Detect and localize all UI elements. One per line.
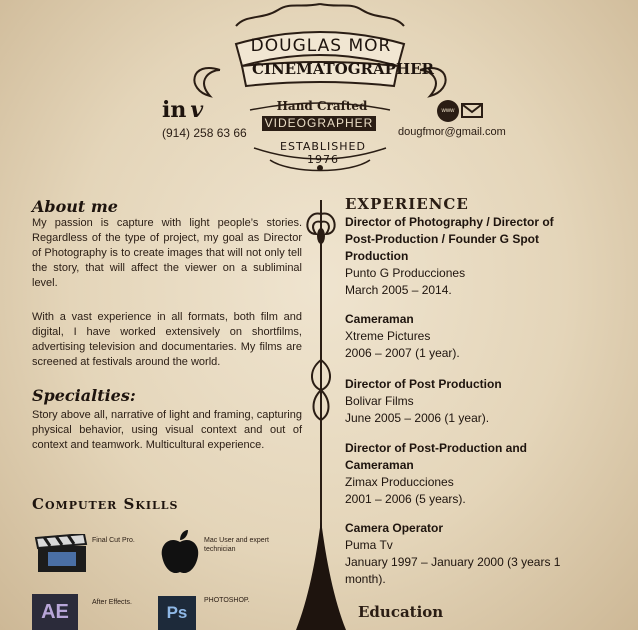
about-paragraph-2: With a vast experience in all formats, both film and digital, I have worked extensively on shortfilms, advertising television and documentaries. My films are screened at festivals around the world. bbox=[32, 311, 302, 368]
after-effects-icon: AE bbox=[32, 594, 78, 630]
email-address[interactable]: dougfmor@gmail.com bbox=[398, 126, 506, 138]
job-company: Zimax Producciones bbox=[345, 475, 454, 489]
job-role: Director of Photography / Director of Post-Production / Founder G Spot Production bbox=[345, 215, 554, 263]
job-entry bbox=[345, 440, 570, 508]
job-entry bbox=[345, 376, 570, 427]
specialties-heading: Specialties: bbox=[32, 386, 136, 405]
job-dates: 2001 – 2006 (5 years). bbox=[345, 492, 466, 506]
established-label: ESTABLISHED 1976 bbox=[280, 140, 366, 166]
job-role: Camera Operator bbox=[345, 521, 444, 535]
name-banner: DOUGLAS MOR bbox=[250, 36, 392, 56]
job-role: Director of Post-Production and Cameraman bbox=[345, 441, 528, 472]
videographer-label: VIDEOGRAPHER bbox=[262, 116, 376, 131]
after-effects-label: After Effects. bbox=[92, 599, 132, 606]
job-role: Director of Post Production bbox=[345, 377, 502, 391]
job-company: Punto G Producciones bbox=[345, 266, 466, 280]
about-paragraph-1: My passion is capture with light people’s stories. Regardless of the type of project, my goal as Director of Photography is to create images that will not only tell the story, that will affect the viewer on a subliminal level. bbox=[32, 217, 302, 289]
job-dates: 2006 – 2007 (1 year). bbox=[345, 346, 460, 360]
final-cut-pro-icon bbox=[34, 534, 92, 576]
job-entry bbox=[345, 520, 570, 588]
photoshop-icon: Ps bbox=[158, 596, 196, 630]
mail-icon[interactable] bbox=[461, 103, 483, 118]
job-dates: January 1997 – January 2000 (3 years 1 month). bbox=[345, 555, 561, 586]
social-links bbox=[162, 97, 207, 123]
linkedin-icon[interactable]: in bbox=[162, 97, 187, 123]
website-icon[interactable]: www bbox=[437, 100, 459, 122]
job-dates: March 2005 – 2014. bbox=[345, 283, 452, 297]
apple-icon bbox=[160, 528, 200, 576]
job-company: Xtreme Pictures bbox=[345, 329, 431, 343]
job-dates: June 2005 – 2006 (1 year). bbox=[345, 411, 490, 425]
job-role: Cameraman bbox=[345, 312, 414, 326]
final-cut-pro-label: Final Cut Pro. bbox=[92, 537, 135, 544]
mac-user-label: Mac User and expert technician bbox=[204, 537, 269, 553]
about-heading: About me bbox=[32, 197, 118, 216]
job-company: Bolivar Films bbox=[345, 394, 414, 408]
job-company: Puma Tv bbox=[345, 538, 393, 552]
phone-number: (914) 258 63 66 bbox=[162, 126, 247, 140]
hand-crafted-label: Hand Crafted bbox=[276, 99, 368, 113]
center-divider-ornament bbox=[296, 200, 346, 630]
experience-heading: EXPERIENCE bbox=[345, 195, 469, 213]
title-banner: CINEMATOGRAPHER bbox=[252, 60, 435, 78]
education-heading: Education bbox=[358, 603, 444, 621]
job-entry bbox=[345, 311, 570, 362]
computer-skills-heading: Computer Skills bbox=[32, 495, 179, 513]
job-entry bbox=[345, 214, 570, 299]
photoshop-label: PHOTOSHOP. bbox=[204, 597, 250, 604]
vimeo-icon[interactable]: v bbox=[190, 97, 204, 123]
specialties-text: Story above all, narrative of light and framing, capturing physical behavior, using visual context and out of context and teamwork. Multicultural experience. bbox=[32, 409, 302, 451]
